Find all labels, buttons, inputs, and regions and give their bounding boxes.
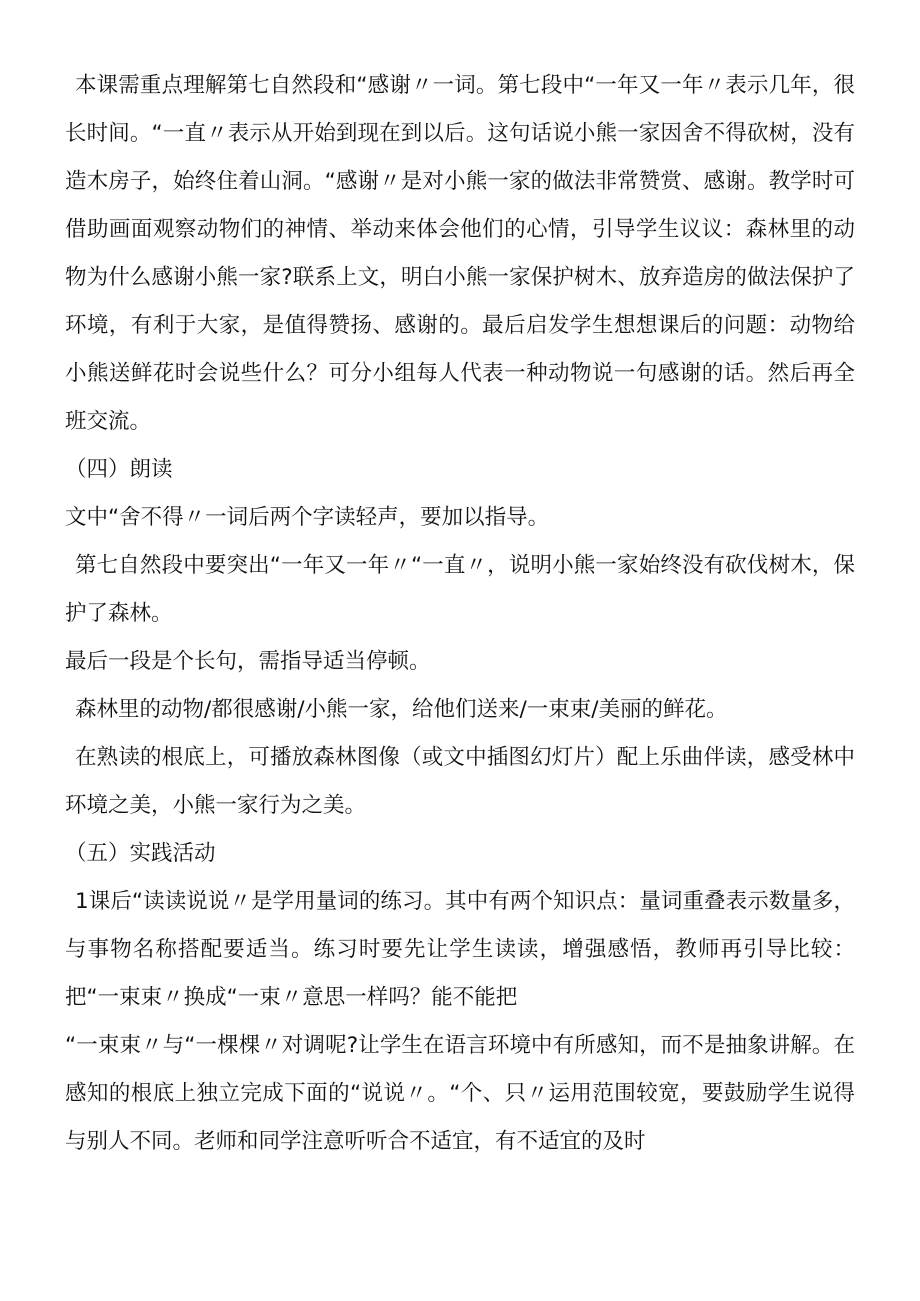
paragraph-emphasis: 第七自然段中要突出“一年又一年〃“一直〃，说明小熊一家始终没有砍伐树木，保护了森林。 [65,553,855,626]
paragraph-light-tone: 文中“舍不得〃一词后两个字读轻声，要加以指导。 [65,505,550,530]
paragraph-pause-example: 森林里的动物/都很感谢/小熊一家，给他们送来/一束束/美丽的鲜花。 [75,697,728,722]
paragraph-measure-words: 1课后“读读说说〃是学用量词的练习。其中有两个知识点：量词重叠表示数量多，与事物名称搭配要适当。练习时要先让学生读读，增强感悟，教师再引导比较：把“一束束〃换成“一束〃意思一样吗？能不能把 [65,889,855,1010]
paragraph-music-reading: 在熟读的根底上，可播放森林图像（或文中插图幻灯片）配上乐曲伴读，感受林中环境之美，小熊一家行为之美。 [65,745,855,818]
paragraph-long-sentence: 最后一段是个长句，需指导适当停顿。 [65,649,431,674]
section-heading-reading: （四）朗读 [65,457,173,482]
section-heading-practice: （五）实践活动 [65,841,216,866]
paragraph-measure-words-continued: “一束束〃与“一棵棵〃对调呢?让学生在语言环境中有所感知，而不是抽象讲解。在感知的根底上独立完成下面的“说说〃。“个、只〃运用范围较宽，要鼓励学生说得与别人不同。老师和同学注意听听合不适宜，有不适宜的及时 [65,1033,855,1154]
paragraph-key-understanding: 本课需重点理解第七自然段和“感谢〃一词。第七段中“一年又一年〃表示几年，很长时间。“一直〃表示从开始到现在到以后。这句话说小熊一家因舍不得砍树，没有造木房子，始终住着山洞。“感谢〃是对小熊一家的做法非常赞赏、感谢。教学时可借助画面观察动物们的神情、举动来体会他们的心情，引导学生议议：森林里的动物为什么感谢小熊一家?联系上文，明白小熊一家保护树木、放弃造房的做法保护了环境，有利于大家，是值得赞扬、感谢的。最后启发学生想想课后的问题：动物给小熊送鲜花时会说些什么？可分小组每人代表一种动物说一句感谢的话。然后再全班交流。 [65,73,855,434]
